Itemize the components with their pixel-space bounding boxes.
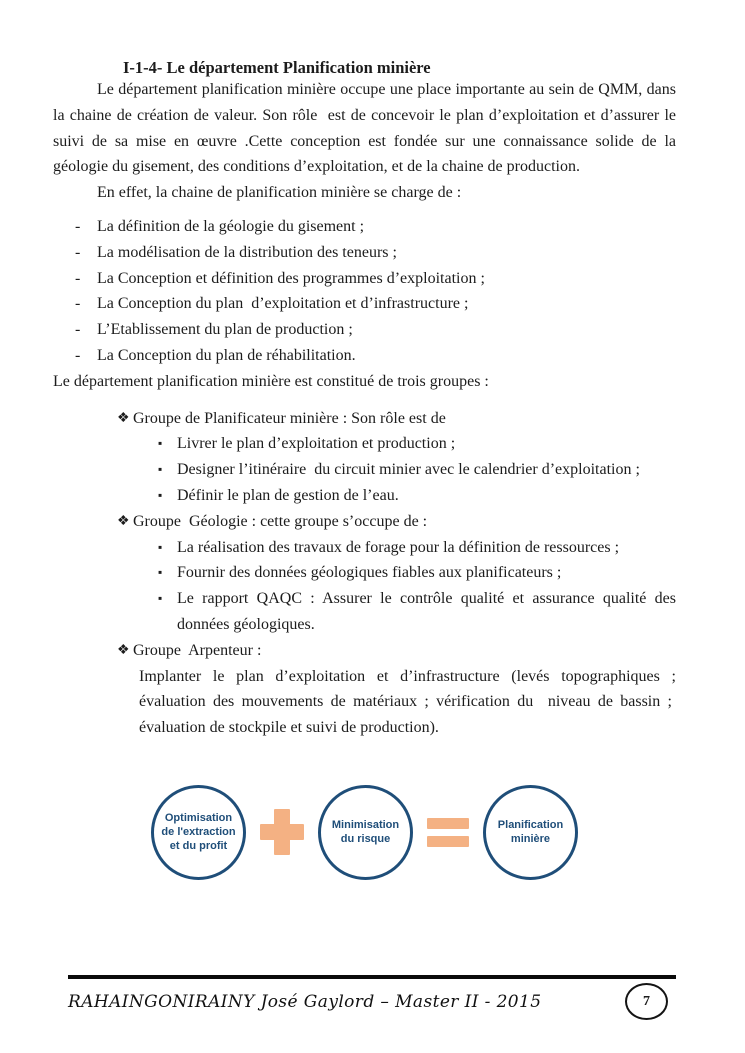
square-bullet-icon: ▪ — [158, 462, 163, 477]
dash-bullet-icon: - — [75, 321, 81, 339]
list-item-text: La Conception et définition des programmes d’exploitation ; — [97, 269, 485, 287]
group-header-geologie — [53, 509, 676, 535]
dash-bullet-icon: - — [75, 217, 81, 235]
equals-bar — [427, 836, 469, 847]
footer-rule — [68, 975, 676, 979]
group-title: Groupe Arpenteur : — [133, 641, 262, 659]
group-sub-item — [53, 483, 676, 509]
circle-planification — [483, 785, 578, 880]
dash-bullet-icon: - — [75, 269, 81, 287]
square-bullet-icon: ▪ — [158, 436, 163, 451]
circle-label: Optimisation de l'extraction et du profit — [161, 812, 236, 853]
square-bullet-icon: ▪ — [158, 565, 163, 580]
list-item — [53, 266, 676, 292]
list-item — [53, 240, 676, 266]
list-item — [53, 343, 676, 369]
lead-in-paragraph: En effet, la chaine de planification minière se charge de : — [97, 184, 462, 202]
group-sub-item — [53, 431, 676, 457]
group-sub-item — [53, 560, 676, 586]
circle-label: Planification minière — [497, 819, 564, 846]
diamond-bullet-icon: ❖ — [117, 513, 130, 529]
circle-minimisation — [318, 785, 413, 880]
list-item — [53, 317, 676, 343]
sub-item-text: La réalisation des travaux de forage pour la définition de ressources ; — [177, 538, 620, 556]
dash-bullet-icon: - — [75, 243, 81, 261]
page-number: 7 — [643, 993, 650, 1009]
square-bullet-icon: ▪ — [158, 539, 163, 554]
groups-list — [53, 406, 676, 741]
footer-author: RAHAINGONIRAINY José Gaylord – Master II - 2015 — [68, 991, 542, 1012]
group-title: Groupe de Planificateur minière : Son rôle est de — [133, 409, 446, 427]
group-sub-item — [53, 535, 676, 561]
circle-optimisation — [151, 785, 246, 880]
page-title: I-1-4- Le département Planification minière — [123, 58, 431, 77]
sub-item-text: Fournir des données géologiques fiables aux planificateurs ; — [177, 564, 562, 582]
groups-intro-paragraph: Le département planification minière est constitué de trois groupes : — [53, 372, 489, 390]
list-item-text: La Conception du plan de réhabilitation. — [97, 346, 356, 364]
sub-item-text: Designer l’itinéraire du circuit minier avec le calendrier d’exploitation ; — [177, 461, 640, 479]
list-item-text: La modélisation de la distribution des teneurs ; — [97, 243, 397, 261]
sub-item-text: Livrer le plan d’exploitation et production ; — [177, 435, 456, 453]
list-item-text: La Conception du plan d’exploitation et d’infrastructure ; — [97, 295, 469, 313]
diamond-bullet-icon: ❖ — [117, 410, 130, 426]
diamond-bullet-icon: ❖ — [117, 642, 130, 658]
sub-item-text: Le rapport QAQC : Assurer le contrôle qualité et assurance qualité des données géologiques. — [177, 590, 676, 633]
group-sub-item — [53, 586, 676, 638]
page-number-badge — [625, 983, 668, 1020]
square-bullet-icon: ▪ — [158, 591, 163, 606]
arpenteur-paragraph: Implanter le plan d’exploitation et d’infrastructure (levés topographiques ; évaluation des mouvements de matériaux ; vérification du niveau de bassin ; évaluation de stockpile et suivi de production). — [139, 667, 676, 737]
group-header-planificateur — [53, 406, 676, 432]
group-header-arpenteur — [53, 638, 676, 664]
list-item-text: L’Etablissement du plan de production ; — [97, 321, 353, 339]
footer-row — [68, 983, 676, 1020]
equals-bar — [427, 818, 469, 829]
dash-bullet-icon: - — [75, 295, 81, 313]
group-title: Groupe Géologie : cette groupe s’occupe de : — [133, 512, 428, 530]
dash-bullet-icon: - — [75, 346, 81, 364]
square-bullet-icon: ▪ — [158, 487, 163, 502]
dash-list — [53, 214, 676, 369]
planning-equation-diagram — [53, 785, 676, 880]
plus-icon — [260, 809, 304, 855]
sub-item-text: Définir le plan de gestion de l’eau. — [177, 486, 399, 504]
circle-label: Minimisation du risque — [331, 819, 400, 846]
page-footer — [68, 975, 676, 1020]
intro-paragraph: Le département planification minière occupe une place importante au sein de QMM, dans la chaine de création de valeur. Son rôle est de concevoir le plan d’exploitation et d’assurer le suivi de sa mise en œuvre .Cette conception est fondée sur une connaissance solide de la géologie du gisement, des conditions d’exploitation, et de la chaine de production. — [53, 81, 676, 176]
list-item — [53, 214, 676, 240]
list-item-text: La définition de la géologie du gisement ; — [97, 217, 365, 235]
list-item — [53, 291, 676, 317]
group-sub-item — [53, 457, 676, 483]
equals-icon — [427, 818, 469, 847]
